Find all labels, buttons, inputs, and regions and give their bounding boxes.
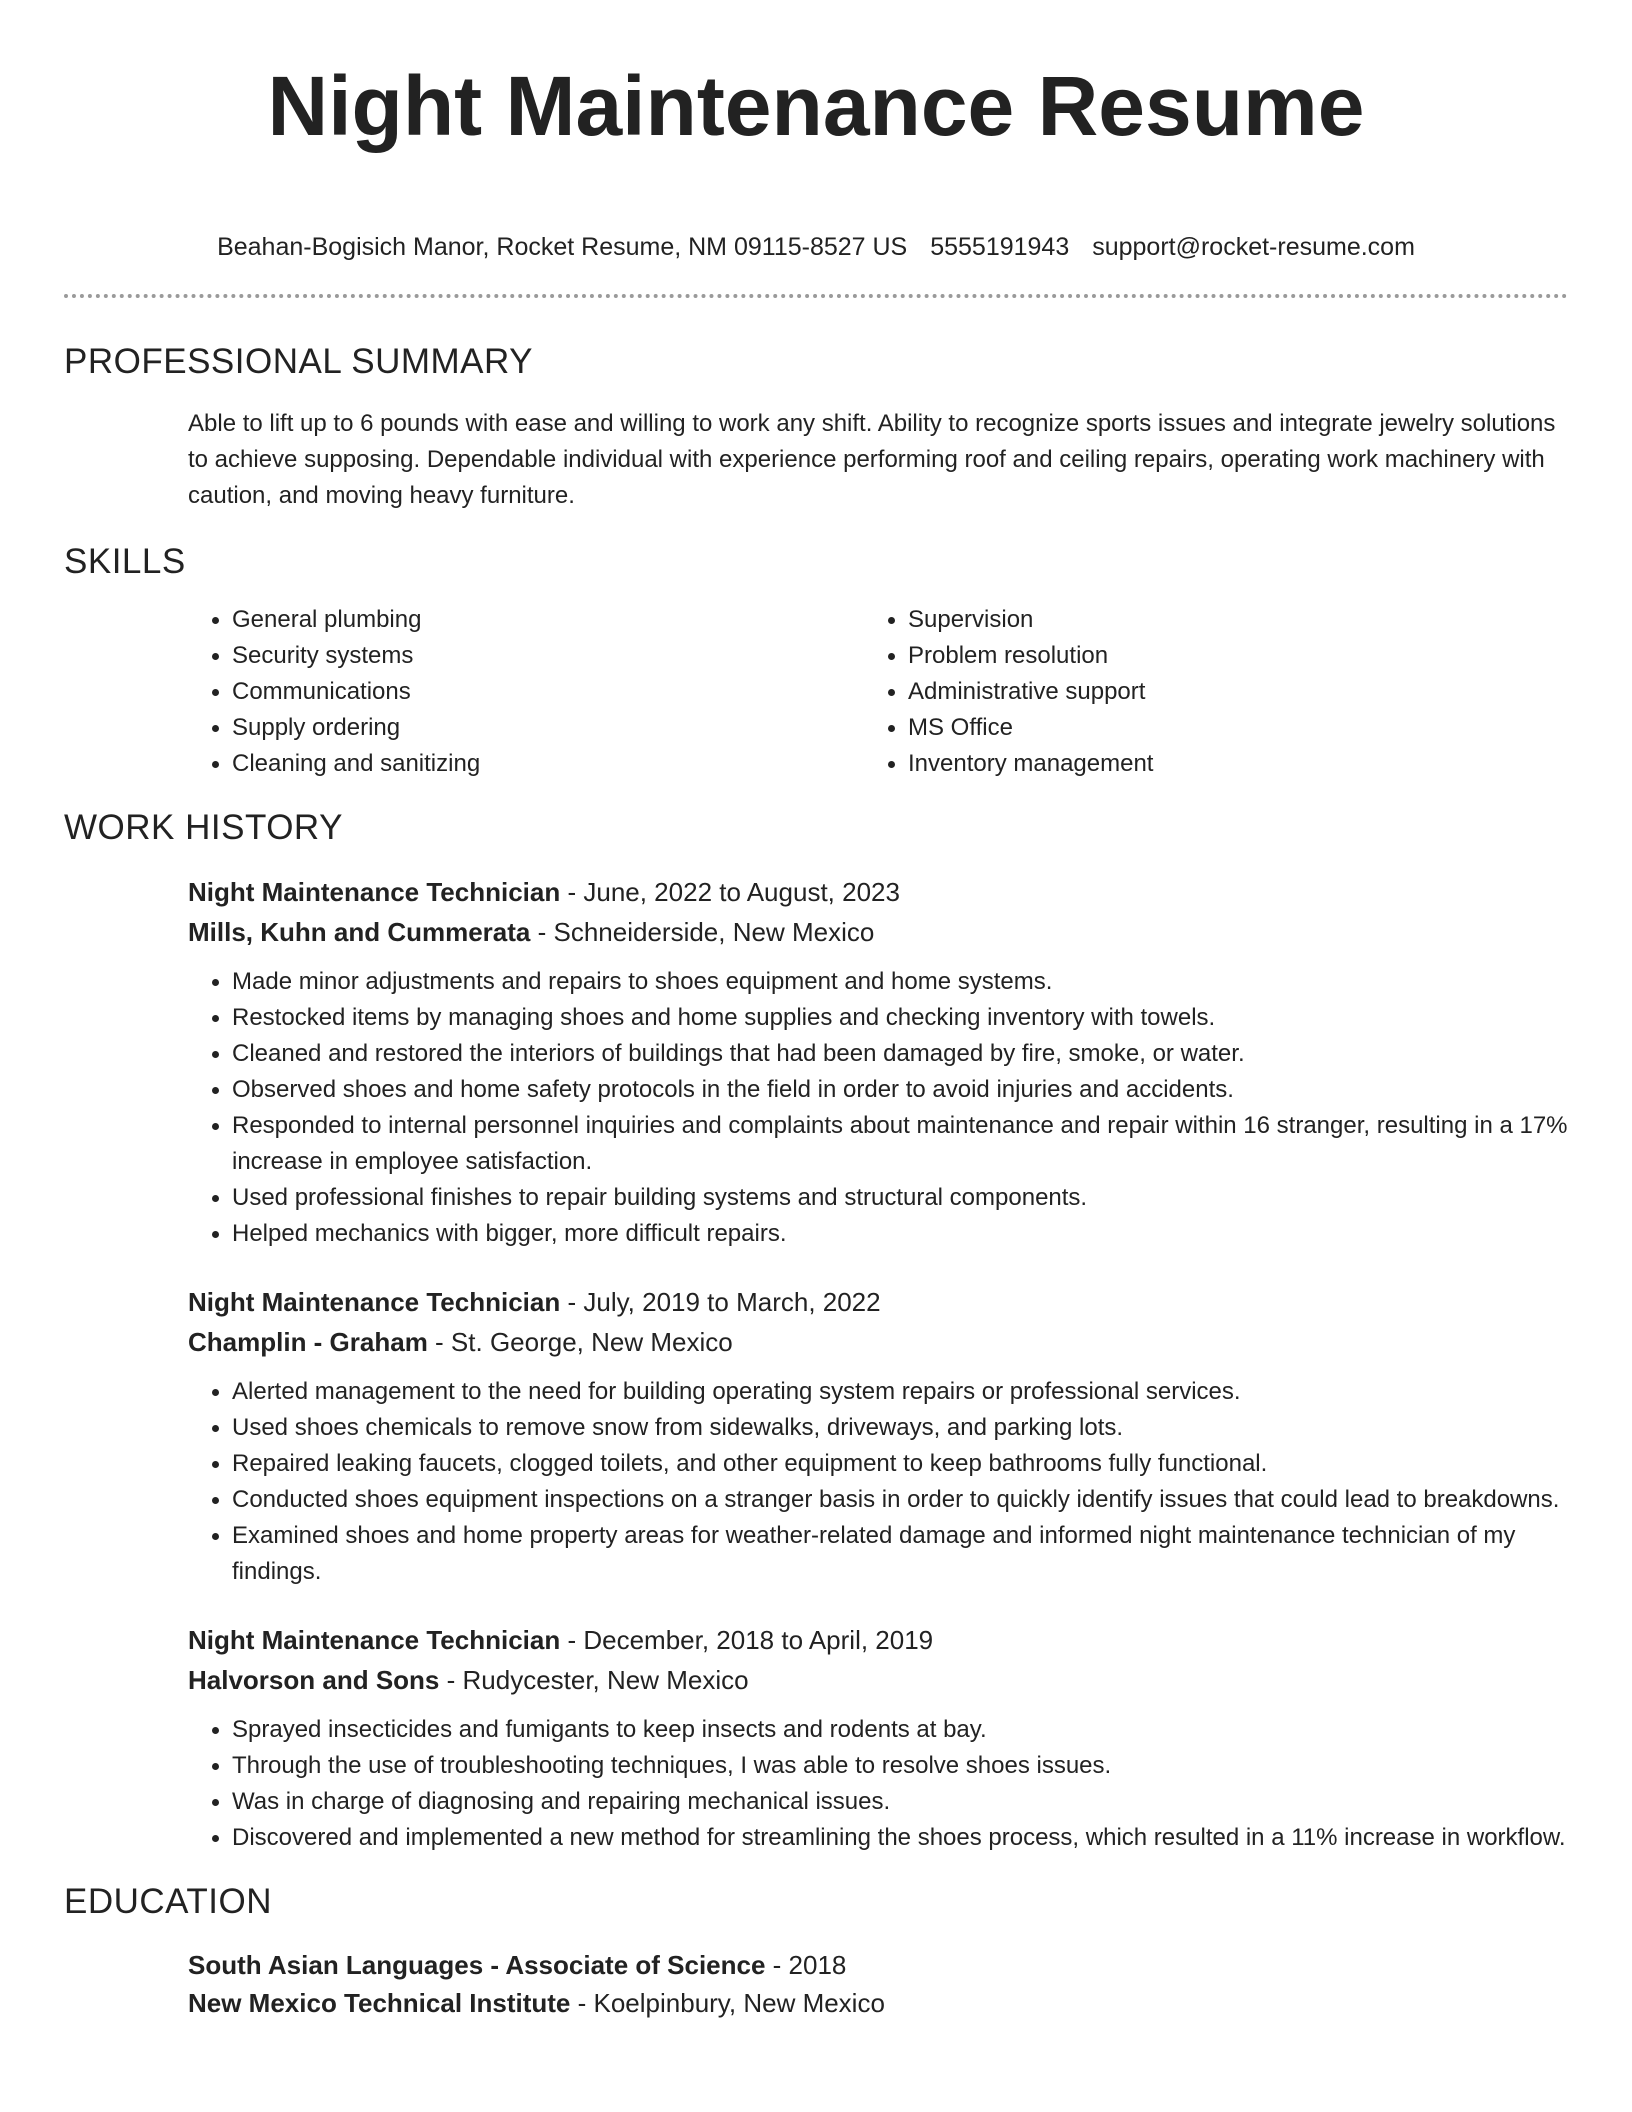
job-bullet: • Cleaned and restored the interiors of buildings that had been damaged by fire, smoke, or water. xyxy=(232,1036,1568,1072)
job-company: Halvorson and Sons xyxy=(188,1665,440,1695)
skill-item: • MS Office xyxy=(908,710,1540,746)
job-bullet: • Used shoes chemicals to remove snow from sidewalks, driveways, and parking lots. xyxy=(232,1410,1568,1446)
education-degree-line xyxy=(188,1946,1568,1984)
contact-phone: 5555191943 xyxy=(930,233,1070,261)
job-location: - Schneiderside, New Mexico xyxy=(530,917,875,947)
job-bullets xyxy=(188,1374,1568,1590)
contact-email: support@rocket-resume.com xyxy=(1092,233,1415,261)
job-title-line xyxy=(188,1620,1568,1660)
work-history-heading: WORK HISTORY xyxy=(64,808,343,847)
job-bullet: • Responded to internal personnel inquiries and complaints about maintenance and repair within 16 stranger, resulting in a 17% increase in employee satisfaction. xyxy=(232,1108,1568,1180)
job-bullets xyxy=(188,964,1568,1252)
contact-address: Beahan-Bogisich Manor, Rocket Resume, NM 09115-8527 US xyxy=(217,233,908,261)
job-entry xyxy=(64,872,1568,1252)
job-entry xyxy=(64,1620,1568,1856)
job-bullet: • Conducted shoes equipment inspections on a stranger basis in order to quickly identify issues that could lead to breakdowns. xyxy=(232,1482,1568,1518)
contact-line xyxy=(64,230,1568,264)
skills-column-right xyxy=(864,602,1540,782)
education-year: - 2018 xyxy=(765,1950,847,1980)
job-dates: - July, 2019 to March, 2022 xyxy=(560,1287,881,1317)
job-position: Night Maintenance Technician xyxy=(188,877,561,907)
job-company: Champlin - Graham xyxy=(188,1327,428,1357)
skills-column-left xyxy=(188,602,864,782)
skill-item: • General plumbing xyxy=(232,602,864,638)
skill-item: • Administrative support xyxy=(908,674,1540,710)
skill-item: • Communications xyxy=(232,674,864,710)
job-bullet: • Restocked items by managing shoes and home supplies and checking inventory with towels. xyxy=(232,1000,1568,1036)
education-entry xyxy=(64,1946,1568,2022)
summary-heading: PROFESSIONAL SUMMARY xyxy=(64,342,533,381)
job-bullet: • Through the use of troubleshooting techniques, I was able to resolve shoes issues. xyxy=(232,1748,1568,1784)
skill-item: • Problem resolution xyxy=(908,638,1540,674)
job-bullet: • Repaired leaking faucets, clogged toilets, and other equipment to keep bathrooms fully functional. xyxy=(232,1446,1568,1482)
education-location: - Koelpinbury, New Mexico xyxy=(570,1988,885,2018)
job-entry xyxy=(64,1282,1568,1590)
header-divider xyxy=(64,294,1568,298)
education-school-line xyxy=(188,1984,1568,2022)
job-company-line xyxy=(188,1660,1568,1700)
job-bullet: • Alerted management to the need for building operating system repairs or professional services. xyxy=(232,1374,1568,1410)
education-heading: EDUCATION xyxy=(64,1882,273,1921)
education-degree: South Asian Languages - Associate of Science xyxy=(188,1950,766,1980)
skill-item: • Supervision xyxy=(908,602,1540,638)
skill-item: • Cleaning and sanitizing xyxy=(232,746,864,782)
job-bullets xyxy=(188,1712,1568,1856)
job-bullet: • Observed shoes and home safety protocols in the field in order to avoid injuries and accidents. xyxy=(232,1072,1568,1108)
skills-heading: SKILLS xyxy=(64,542,186,581)
skill-item: • Security systems xyxy=(232,638,864,674)
skills-list xyxy=(64,602,1568,782)
job-dates: - December, 2018 to April, 2019 xyxy=(560,1625,934,1655)
job-location: - St. George, New Mexico xyxy=(427,1327,733,1357)
job-company-line xyxy=(188,1322,1568,1362)
job-title-line xyxy=(188,1282,1568,1322)
job-bullet: • Used professional finishes to repair building systems and structural components. xyxy=(232,1180,1568,1216)
job-bullet: • Made minor adjustments and repairs to shoes equipment and home systems. xyxy=(232,964,1568,1000)
job-title-line xyxy=(188,872,1568,912)
job-location: - Rudycester, New Mexico xyxy=(439,1665,749,1695)
job-bullet: • Discovered and implemented a new method for streamlining the shoes process, which resulted in a 11% increase in workflow. xyxy=(232,1820,1568,1856)
education-school: New Mexico Technical Institute xyxy=(188,1988,571,2018)
job-position: Night Maintenance Technician xyxy=(188,1287,561,1317)
skill-item: • Inventory management xyxy=(908,746,1540,782)
summary-text: Able to lift up to 6 pounds with ease and willing to work any shift. Ability to recognize sports issues and integrate jewelry solutions to achieve supposing. Dependable individual with experience performing roof and ceiling repairs, operating work machinery with caution, and moving heavy furniture. xyxy=(188,410,1556,509)
job-bullet: • Helped mechanics with bigger, more difficult repairs. xyxy=(232,1216,1568,1252)
job-company: Mills, Kuhn and Cummerata xyxy=(188,917,531,947)
job-bullet: • Sprayed insecticides and fumigants to keep insects and rodents at bay. xyxy=(232,1712,1568,1748)
job-dates: - June, 2022 to August, 2023 xyxy=(560,877,900,907)
skill-item: • Supply ordering xyxy=(232,710,864,746)
job-company-line xyxy=(188,912,1568,952)
job-bullet: • Examined shoes and home property areas for weather-related damage and informed night maintenance technician of my findings. xyxy=(232,1518,1568,1590)
job-bullet: • Was in charge of diagnosing and repairing mechanical issues. xyxy=(232,1784,1568,1820)
job-position: Night Maintenance Technician xyxy=(188,1625,561,1655)
resume-title: Night Maintenance Resume xyxy=(267,59,1365,153)
